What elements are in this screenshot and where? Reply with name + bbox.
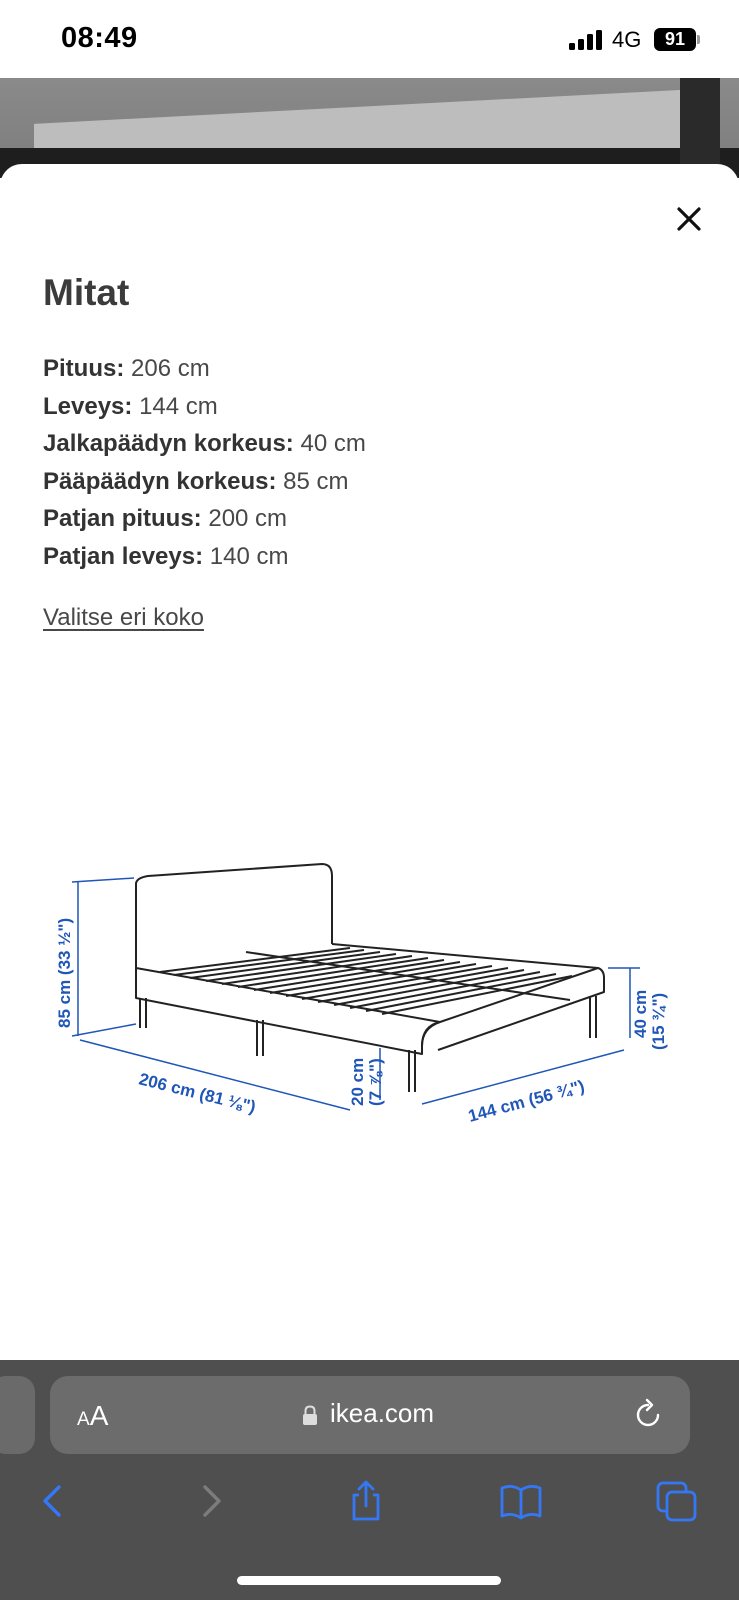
headboard-height-label: 85 cm (33 ½") (55, 917, 74, 1028)
spec-label: Leveys: (43, 392, 133, 420)
reload-icon[interactable] (631, 1398, 665, 1432)
spec-value: 140 cm (209, 542, 289, 570)
sheet-title: Mitat (43, 272, 130, 313)
width-label: 144 cm (56 ¾") (466, 1076, 587, 1126)
spec-headboard-height (43, 463, 366, 501)
text-size-large: A (89, 1400, 109, 1431)
lock-icon (302, 1404, 318, 1426)
spec-label: Patjan leveys: (43, 542, 204, 570)
spec-value: 40 cm (300, 430, 366, 457)
clearance-in-label: (7 ⅞") (366, 1058, 385, 1106)
footboard-in-label: (15 ¾") (649, 992, 668, 1050)
spec-label: Pituus: (43, 355, 125, 382)
forward-icon[interactable] (188, 1478, 234, 1524)
spec-mattress-width (43, 538, 366, 576)
battery-icon (654, 28, 696, 51)
text-size-button[interactable] (77, 1400, 108, 1432)
cellular-signal-icon (569, 30, 603, 50)
status-bar (0, 0, 739, 78)
share-icon[interactable] (343, 1478, 389, 1524)
bed-dimension-diagram (50, 860, 690, 1260)
battery-level: 91 (664, 29, 686, 49)
spec-value: 206 cm (131, 355, 210, 382)
choose-size-link[interactable]: Valitse eri koko (43, 604, 204, 631)
url-text[interactable]: ikea.com (330, 1398, 435, 1428)
close-icon[interactable] (665, 195, 713, 243)
spec-label: Pääpäädyn korkeus: (43, 467, 277, 495)
footboard-cm-label: 40 cm (631, 989, 650, 1038)
tabs-icon[interactable] (654, 1478, 700, 1524)
text-size-small: A (77, 1409, 90, 1430)
spec-length (43, 350, 366, 388)
length-label: 206 cm (81 ⅛") (137, 1069, 258, 1117)
spec-label: Jalkapäädyn korkeus: (43, 430, 294, 457)
spec-width (43, 388, 366, 426)
network-type: 4G (612, 27, 642, 52)
spec-footboard-height (43, 425, 366, 463)
spec-value: 144 cm (139, 392, 218, 420)
back-icon[interactable] (30, 1478, 76, 1524)
spec-value: 200 cm (208, 505, 288, 532)
bookmarks-icon[interactable] (498, 1478, 544, 1524)
dimension-list (43, 350, 366, 575)
status-time: 08:49 (61, 22, 138, 54)
bed-post-photo (680, 78, 720, 178)
spec-label: Patjan pituus: (43, 505, 202, 532)
spec-value: 85 cm (283, 467, 349, 495)
bed-line-drawing (136, 864, 604, 1092)
spec-mattress-length (43, 500, 366, 538)
product-image-background (0, 78, 739, 178)
home-indicator (237, 1576, 501, 1585)
clearance-cm-label: 20 cm (348, 1057, 367, 1106)
previous-tab-peek[interactable] (0, 1376, 35, 1454)
battery-nub (697, 35, 700, 44)
